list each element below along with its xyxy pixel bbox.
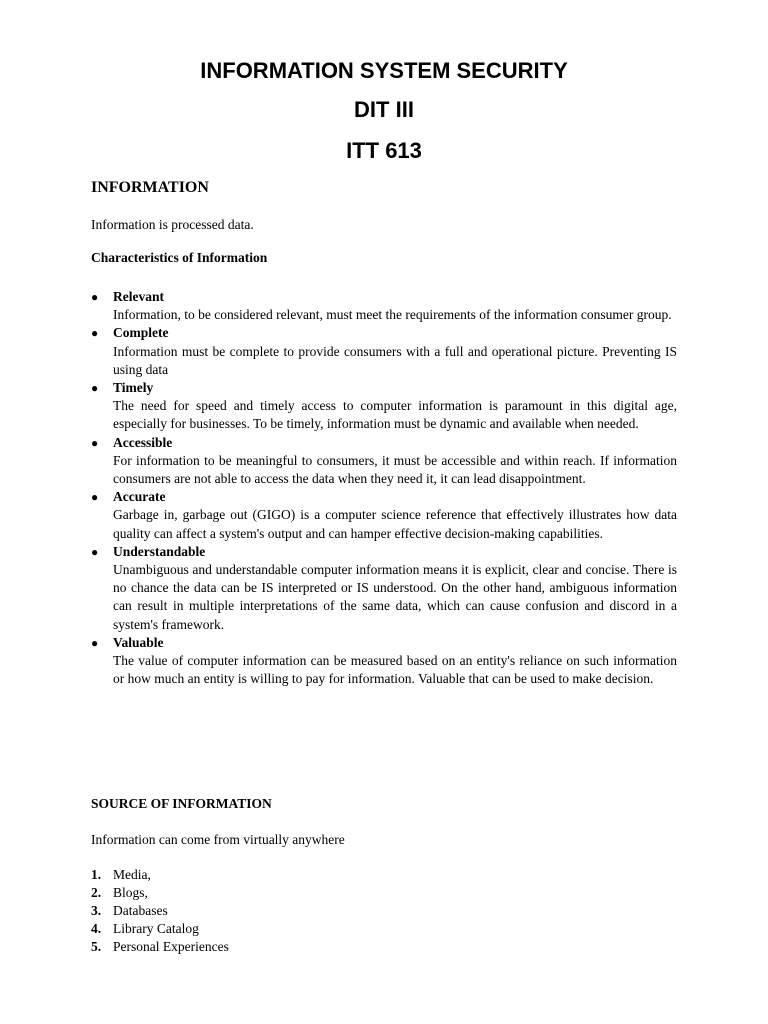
list-number: 2. [91,885,102,900]
list-number: 5. [91,939,102,954]
characteristic-text: Unambiguous and understandable computer information means it is explicit, clear and concise. There is no chance the data can be IS interpreted or IS understood. On the other hand, ambiguous information can result in multiple interpretations of the same data, which can cause confusion and discord in a system's framework. [113,562,677,632]
course-code: ITT 613 [346,138,422,163]
source-item-label: Personal Experiences [113,939,229,954]
source-item-label: Blogs, [113,885,148,900]
list-item [91,379,677,434]
list-number: 3. [91,903,102,918]
source-item-label: Databases [113,903,168,918]
information-definition: Information is processed data. [91,217,254,232]
characteristic-text: The value of computer information can be measured based on an entity's reliance on such information or how much an entity is willing to pay for information. Valuable that can be used to make decision. [113,653,677,687]
source-intro: Information can come from virtually anywhere [91,832,345,847]
characteristic-title: Relevant [113,289,164,304]
source-heading: SOURCE OF INFORMATION [91,796,272,811]
list-item [91,434,677,489]
bullet-icon: ● [91,635,99,650]
characteristic-text: The need for speed and timely access to computer information is paramount in this digital age, especially for businesses. To be timely, information must be dynamic and available when needed. [113,398,677,432]
source-list [91,866,229,956]
characteristic-text: Garbage in, garbage out (GIGO) is a computer science reference that effectively illustrates how data quality can affect a system's output and can hamper effective decision-making capabilities. [113,507,677,541]
bullet-icon: ● [91,290,99,304]
bullet-icon: ● [91,435,99,450]
characteristics-heading: Characteristics of Information [91,250,268,265]
characteristic-text: Information, to be considered relevant, must meet the requirements of the information consumer group. [113,307,672,323]
characteristic-title: Accurate [113,489,166,505]
characteristic-title: Understandable [113,543,206,559]
list-number: 1. [91,867,102,882]
characteristic-title: Complete [113,325,169,341]
list-item [91,488,677,543]
characteristic-text: Information must be complete to provide consumers with a full and operational picture. Preventing IS using data [113,343,677,377]
list-item [91,634,677,689]
list-item [91,866,229,884]
source-item-label: Library Catalog [113,921,199,936]
list-item [91,884,229,902]
list-item [91,324,677,379]
list-item [91,543,677,634]
bullet-icon: ● [91,381,99,396]
list-number: 4. [91,921,102,936]
bullet-icon: ● [91,544,99,559]
characteristic-text: For information to be meaningful to consumers, it must be accessible and within reach. If information consumers are not able to access the data when they need it, it can lead disappointment. [113,452,677,487]
characteristics-list [91,288,677,688]
bullet-icon: ● [91,490,99,505]
course-level: DIT III [354,97,414,122]
characteristic-title: Accessible [113,434,173,450]
characteristic-title: Valuable [113,634,164,650]
list-item [91,288,677,324]
characteristic-title: Timely [113,380,154,396]
bullet-icon: ● [91,326,99,341]
document-title: INFORMATION SYSTEM SECURITY [200,58,568,83]
list-item [91,938,229,956]
list-item [91,920,229,938]
information-heading: INFORMATION [91,179,209,196]
source-item-label: Media, [113,867,151,882]
list-item [91,902,229,920]
